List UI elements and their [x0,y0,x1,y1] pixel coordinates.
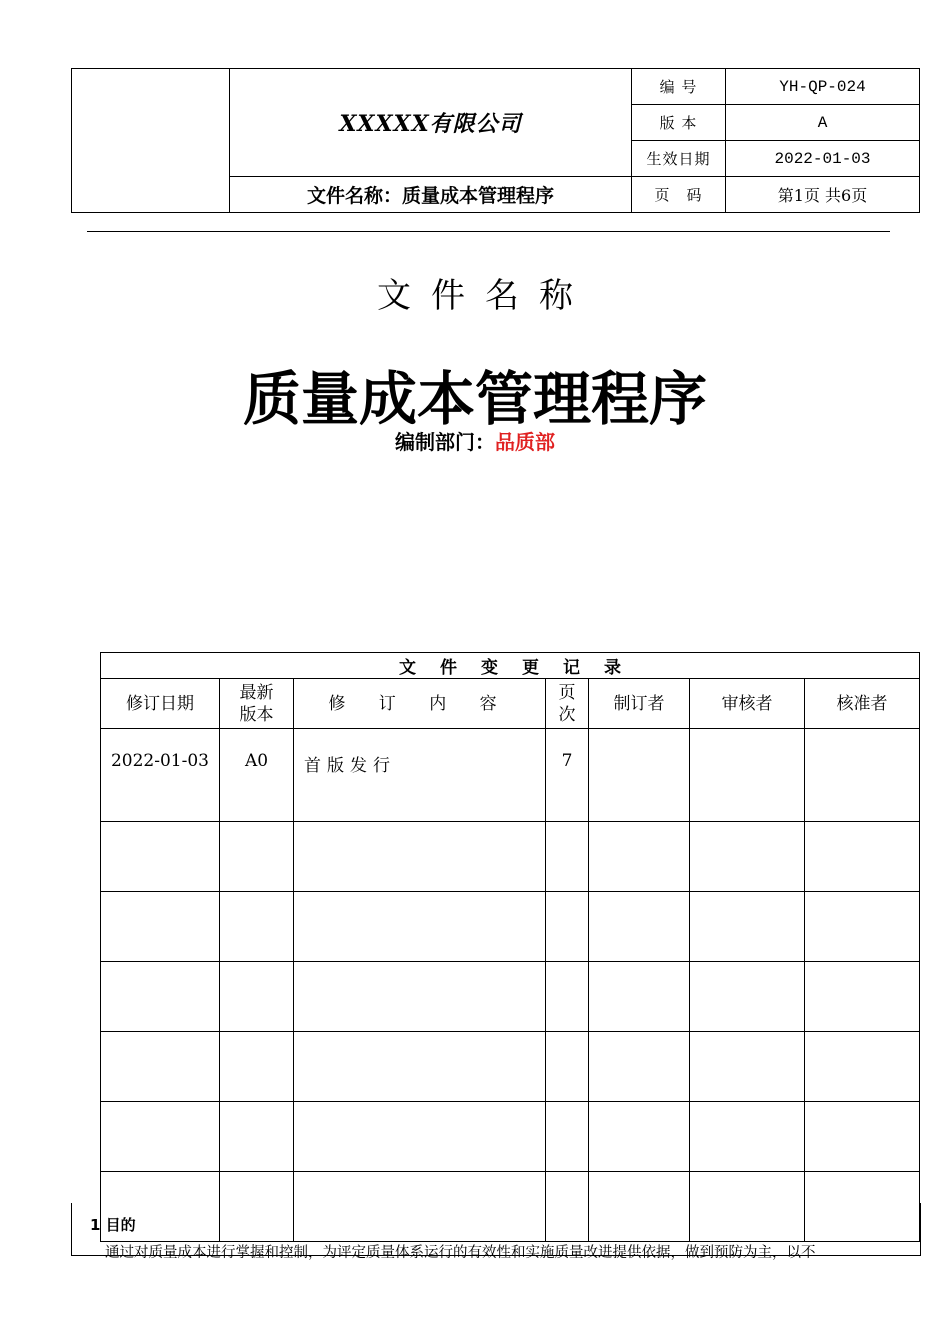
change-record-title: 文件变更记录 [101,653,920,679]
cell-approver [805,822,920,892]
cell-version: A0 [220,729,294,822]
col-reviewer: 审核者 [690,679,805,729]
doc-number-value: YH-QP-024 [726,69,920,105]
cell-reviewer [690,1032,805,1102]
cell-date [101,962,220,1032]
cell-pages [546,1032,589,1102]
department-value: 品质部 [495,430,555,454]
cell-author [589,822,690,892]
change-record-table [100,652,920,1242]
effective-date-value: 2022-01-03 [726,141,920,177]
cell-approver [805,729,920,822]
col-page-count-text: 页次 [558,682,576,725]
cell-content [294,1102,546,1172]
page-label: 页 码 [632,177,726,213]
cell-reviewer [690,729,805,822]
cell-content [294,1032,546,1102]
cell-reviewer [690,1102,805,1172]
header-divider [87,231,890,232]
doc-name-label: 文件名称：质量成本管理程序 [230,177,632,213]
cell-approver [805,1102,920,1172]
cell-date [101,1032,220,1102]
doc-number-label: 编 号 [632,69,726,105]
col-author: 制订者 [589,679,690,729]
col-approver: 核准者 [805,679,920,729]
cell-approver [805,892,920,962]
cell-version [220,1032,294,1102]
effective-date-label: 生效日期 [632,141,726,177]
table-row [101,729,920,822]
cell-version [220,962,294,1032]
cell-reviewer [690,892,805,962]
cell-author [589,1032,690,1102]
logo-cell [72,69,230,213]
document-header-table [71,68,920,213]
cell-date [101,822,220,892]
department-label: 编制部门： [395,430,495,454]
cell-version [220,1102,294,1172]
cell-author [589,962,690,1032]
cell-reviewer [690,822,805,892]
col-revision-content: 修 订 内 容 [294,679,546,729]
cell-pages [546,822,589,892]
cell-author [589,892,690,962]
cell-content [294,892,546,962]
cell-pages [546,1102,589,1172]
cell-date: 2022-01-03 [101,729,220,822]
cell-date [101,1102,220,1172]
section-paragraph: 通过对质量成本进行掌握和控制，为评定质量体系运行的有效性和实施质量改进提供依据，做到预防为主，以不 [105,1245,816,1261]
table-row [101,1032,920,1102]
cover-title: 质量成本管理程序 [242,365,707,433]
version-label: 版 本 [632,105,726,141]
cell-pages [546,892,589,962]
cell-author [589,729,690,822]
company-name: XXXXX有限公司 [230,69,632,177]
table-row [101,892,920,962]
col-page-count [546,679,589,729]
col-latest-version [220,679,294,729]
department-line [0,426,950,455]
col-revision-date: 修订日期 [101,679,220,729]
cell-version [220,892,294,962]
section-heading: 1 目的 [90,1216,136,1234]
page-value: 第1页 共6页 [726,177,920,213]
cell-author [589,1102,690,1172]
cell-content [294,822,546,892]
cell-pages: 7 [546,729,589,822]
cell-date [101,892,220,962]
table-row [101,822,920,892]
cell-version [220,822,294,892]
cell-approver [805,962,920,1032]
cell-content [294,962,546,1032]
cell-content: 首版发行 [294,729,546,822]
col-latest-version-text: 最新版本 [239,682,274,725]
cell-approver [805,1032,920,1102]
version-value: A [726,105,920,141]
table-row [101,1102,920,1172]
cell-reviewer [690,962,805,1032]
table-row [101,962,920,1032]
cover-label: 文件名称 [377,276,593,316]
cell-pages [546,962,589,1032]
